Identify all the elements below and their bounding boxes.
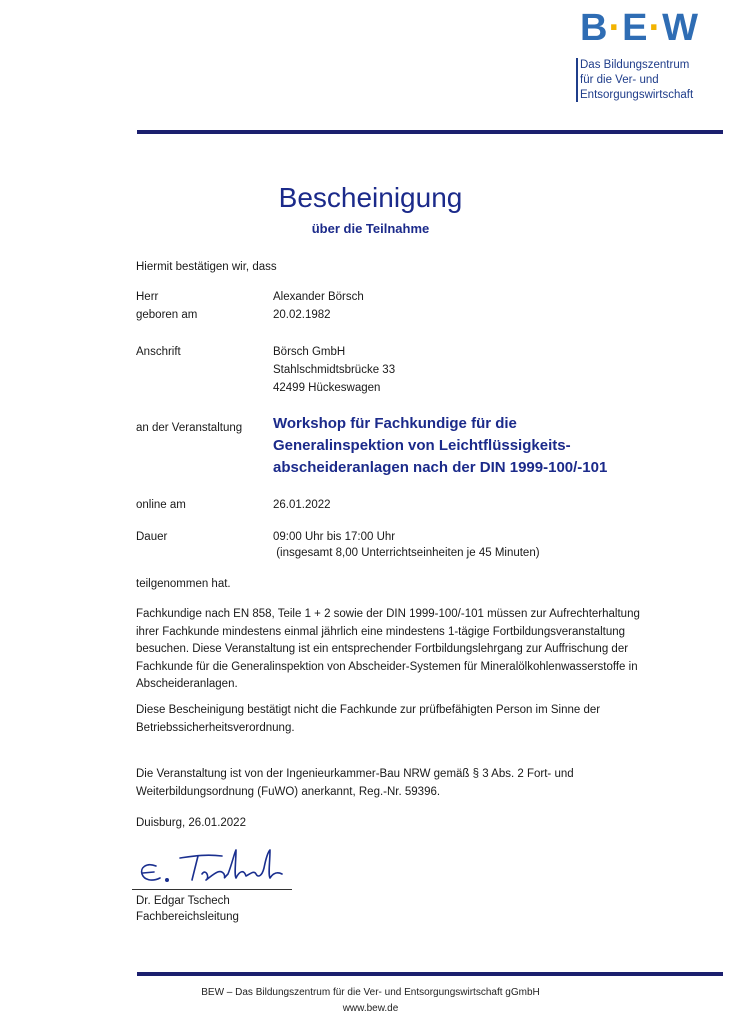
participated-text: teilgenommen hat. [136,578,231,590]
address-line: Börsch GmbH [273,346,346,358]
header-rule [137,130,723,134]
duration-note: (insgesamt 8,00 Unterrichtseinheiten je 45 Minuten) [273,547,540,559]
page-title: Bescheinigung [278,182,463,213]
signatory-name: Dr. Edgar Tschech [136,895,230,907]
paragraph-disclaimer: Diese Bescheinigung bestätigt nicht die Fachkunde zur prüfbefähigten Person im Sinne der Betriebssicherheitsverordnung. [136,704,601,734]
duration-label: Dauer [136,531,168,543]
bew-logo [580,8,720,104]
place-date: Duisburg, 26.01.2022 [136,817,246,829]
birth-date: 20.02.1982 [273,309,331,321]
birth-label: geboren am [136,309,198,321]
paragraph-requirements: Fachkundige nach EN 858, Teile 1 + 2 sowie der DIN 1999-100/-101 müssen zur Aufrechterhaltung ihrer Fachkunde mindestens einmal jährlich eine mindestens 1-tägige Fortbildungsveranstaltung besuchen. Diese Veranstaltung ist ein entsprechender Fortbildungslehrgang zur Auffrischung der Fachkunde für die Generalinspektion von Abscheider-Systemen für Mineralölkohlenwasserstoffe in Abscheideranlagen. [136,608,640,690]
footer-link[interactable]: www.bew.de [342,1003,399,1014]
paragraph-recognition: Die Veranstaltung ist von der Ingenieurkammer-Bau NRW gemäß § 3 Abs. 2 Fort- und Weiterbildungsordnung (FuWO) anerkannt, Reg.-Nr. 59396. [136,768,574,798]
logo-tagline-1: Das Bildungszentrum [580,59,690,71]
handwritten-signature [136,844,286,890]
logo-tagline-2: für die Ver- und [580,74,659,86]
salutation-label: Herr [136,291,159,303]
page-subtitle: über die Teilnahme [311,221,430,236]
logo-divider [576,58,578,102]
logo-tagline-3: Entsorgungswirtschaft [580,89,694,101]
address-line: Stahlschmidtsbrücke 33 [273,364,396,376]
event-title: Workshop für Fachkundige für die Generalinspektion von Leichtflüssigkeits- abscheideranlagen nach der DIN 1999-100/-101 [273,415,608,476]
signatory-role: Fachbereichsleitung [136,911,239,923]
intro-text: Hiermit bestätigen wir, dass [136,261,277,273]
signature-line [132,889,292,890]
address-label: Anschrift [136,346,181,358]
online-label: online am [136,499,186,511]
duration-time: 09:00 Uhr bis 17:00 Uhr [273,531,396,543]
footer-rule [137,972,723,976]
event-label: an der Veranstaltung [136,422,243,434]
online-date: 26.01.2022 [273,499,331,511]
footer-org: BEW – Das Bildungszentrum für die Ver- und Entsorgungswirtschaft gGmbH [201,987,540,998]
participant-name: Alexander Börsch [273,291,364,303]
address-line: 42499 Hückeswagen [273,382,381,394]
bew-logo-mark: B·E·W [580,7,699,49]
